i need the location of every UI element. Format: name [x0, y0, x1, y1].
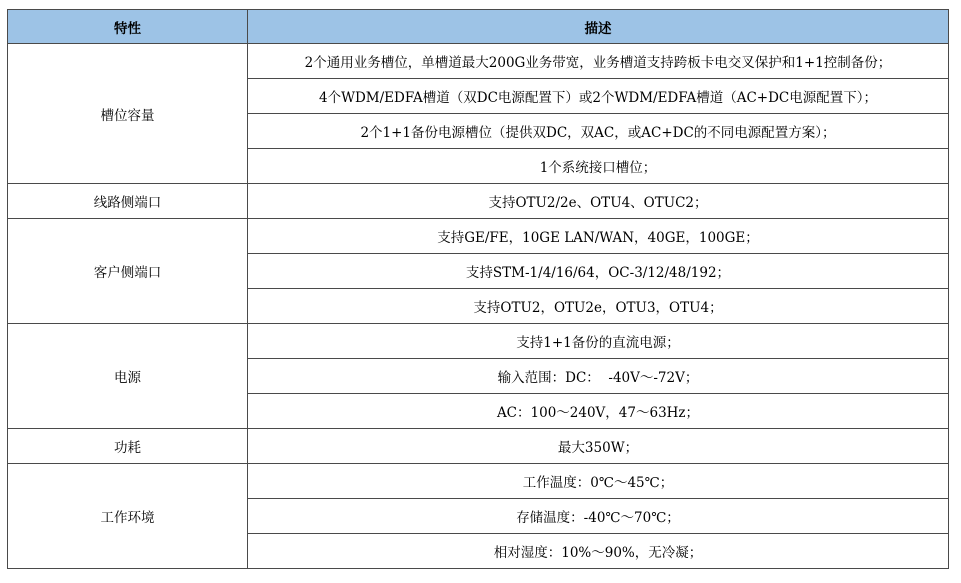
- header-description: 描述: [248, 10, 949, 44]
- feature-cell: 客户侧端口: [8, 219, 248, 324]
- description-cell: 支持STM-1/4/16/64，OC-3/12/48/192；: [248, 254, 949, 289]
- table-row: [8, 324, 949, 359]
- table-row: [8, 429, 949, 464]
- feature-cell: 槽位容量: [8, 44, 248, 184]
- description-cell: 工作温度：0℃～45℃；: [248, 464, 949, 499]
- description-cell: 4个WDM/EDFA槽道（双DC电源配置下）或2个WDM/EDFA槽道（AC+DC电源配置下）；: [248, 79, 949, 114]
- description-cell: 支持1+1备份的直流电源；: [248, 324, 949, 359]
- description-cell: 最大350W；: [248, 429, 949, 464]
- feature-cell: 工作环境: [8, 464, 248, 569]
- feature-cell: 线路侧端口: [8, 184, 248, 219]
- table-row: [8, 44, 949, 79]
- description-cell: AC：100～240V，47～63Hz；: [248, 394, 949, 429]
- description-cell: 1个系统接口槽位；: [248, 149, 949, 184]
- table-row: [8, 464, 949, 499]
- table-row: [8, 184, 949, 219]
- table-row: [8, 219, 949, 254]
- description-cell: 支持GE/FE，10GE LAN/WAN，40GE，100GE；: [248, 219, 949, 254]
- description-cell: 2个通用业务槽位，单槽道最大200G业务带宽，业务槽道支持跨板卡电交叉保护和1+1控制备份；: [248, 44, 949, 79]
- header-feature: 特性: [8, 10, 248, 44]
- description-cell: 存储温度：-40℃～70℃；: [248, 499, 949, 534]
- header-row: [8, 10, 949, 44]
- feature-cell: 电源: [8, 324, 248, 429]
- description-cell: 输入范围：DC： -40V～-72V；: [248, 359, 949, 394]
- spec-table: [7, 9, 949, 569]
- description-cell: 支持OTU2/2e、OTU4、OTUC2；: [248, 184, 949, 219]
- description-cell: 支持OTU2，OTU2e，OTU3，OTU4；: [248, 289, 949, 324]
- description-cell: 2个1+1备份电源槽位（提供双DC，双AC，或AC+DC的不同电源配置方案）；: [248, 114, 949, 149]
- feature-cell: 功耗: [8, 429, 248, 464]
- description-cell: 相对湿度：10%～90%，无冷凝；: [248, 534, 949, 569]
